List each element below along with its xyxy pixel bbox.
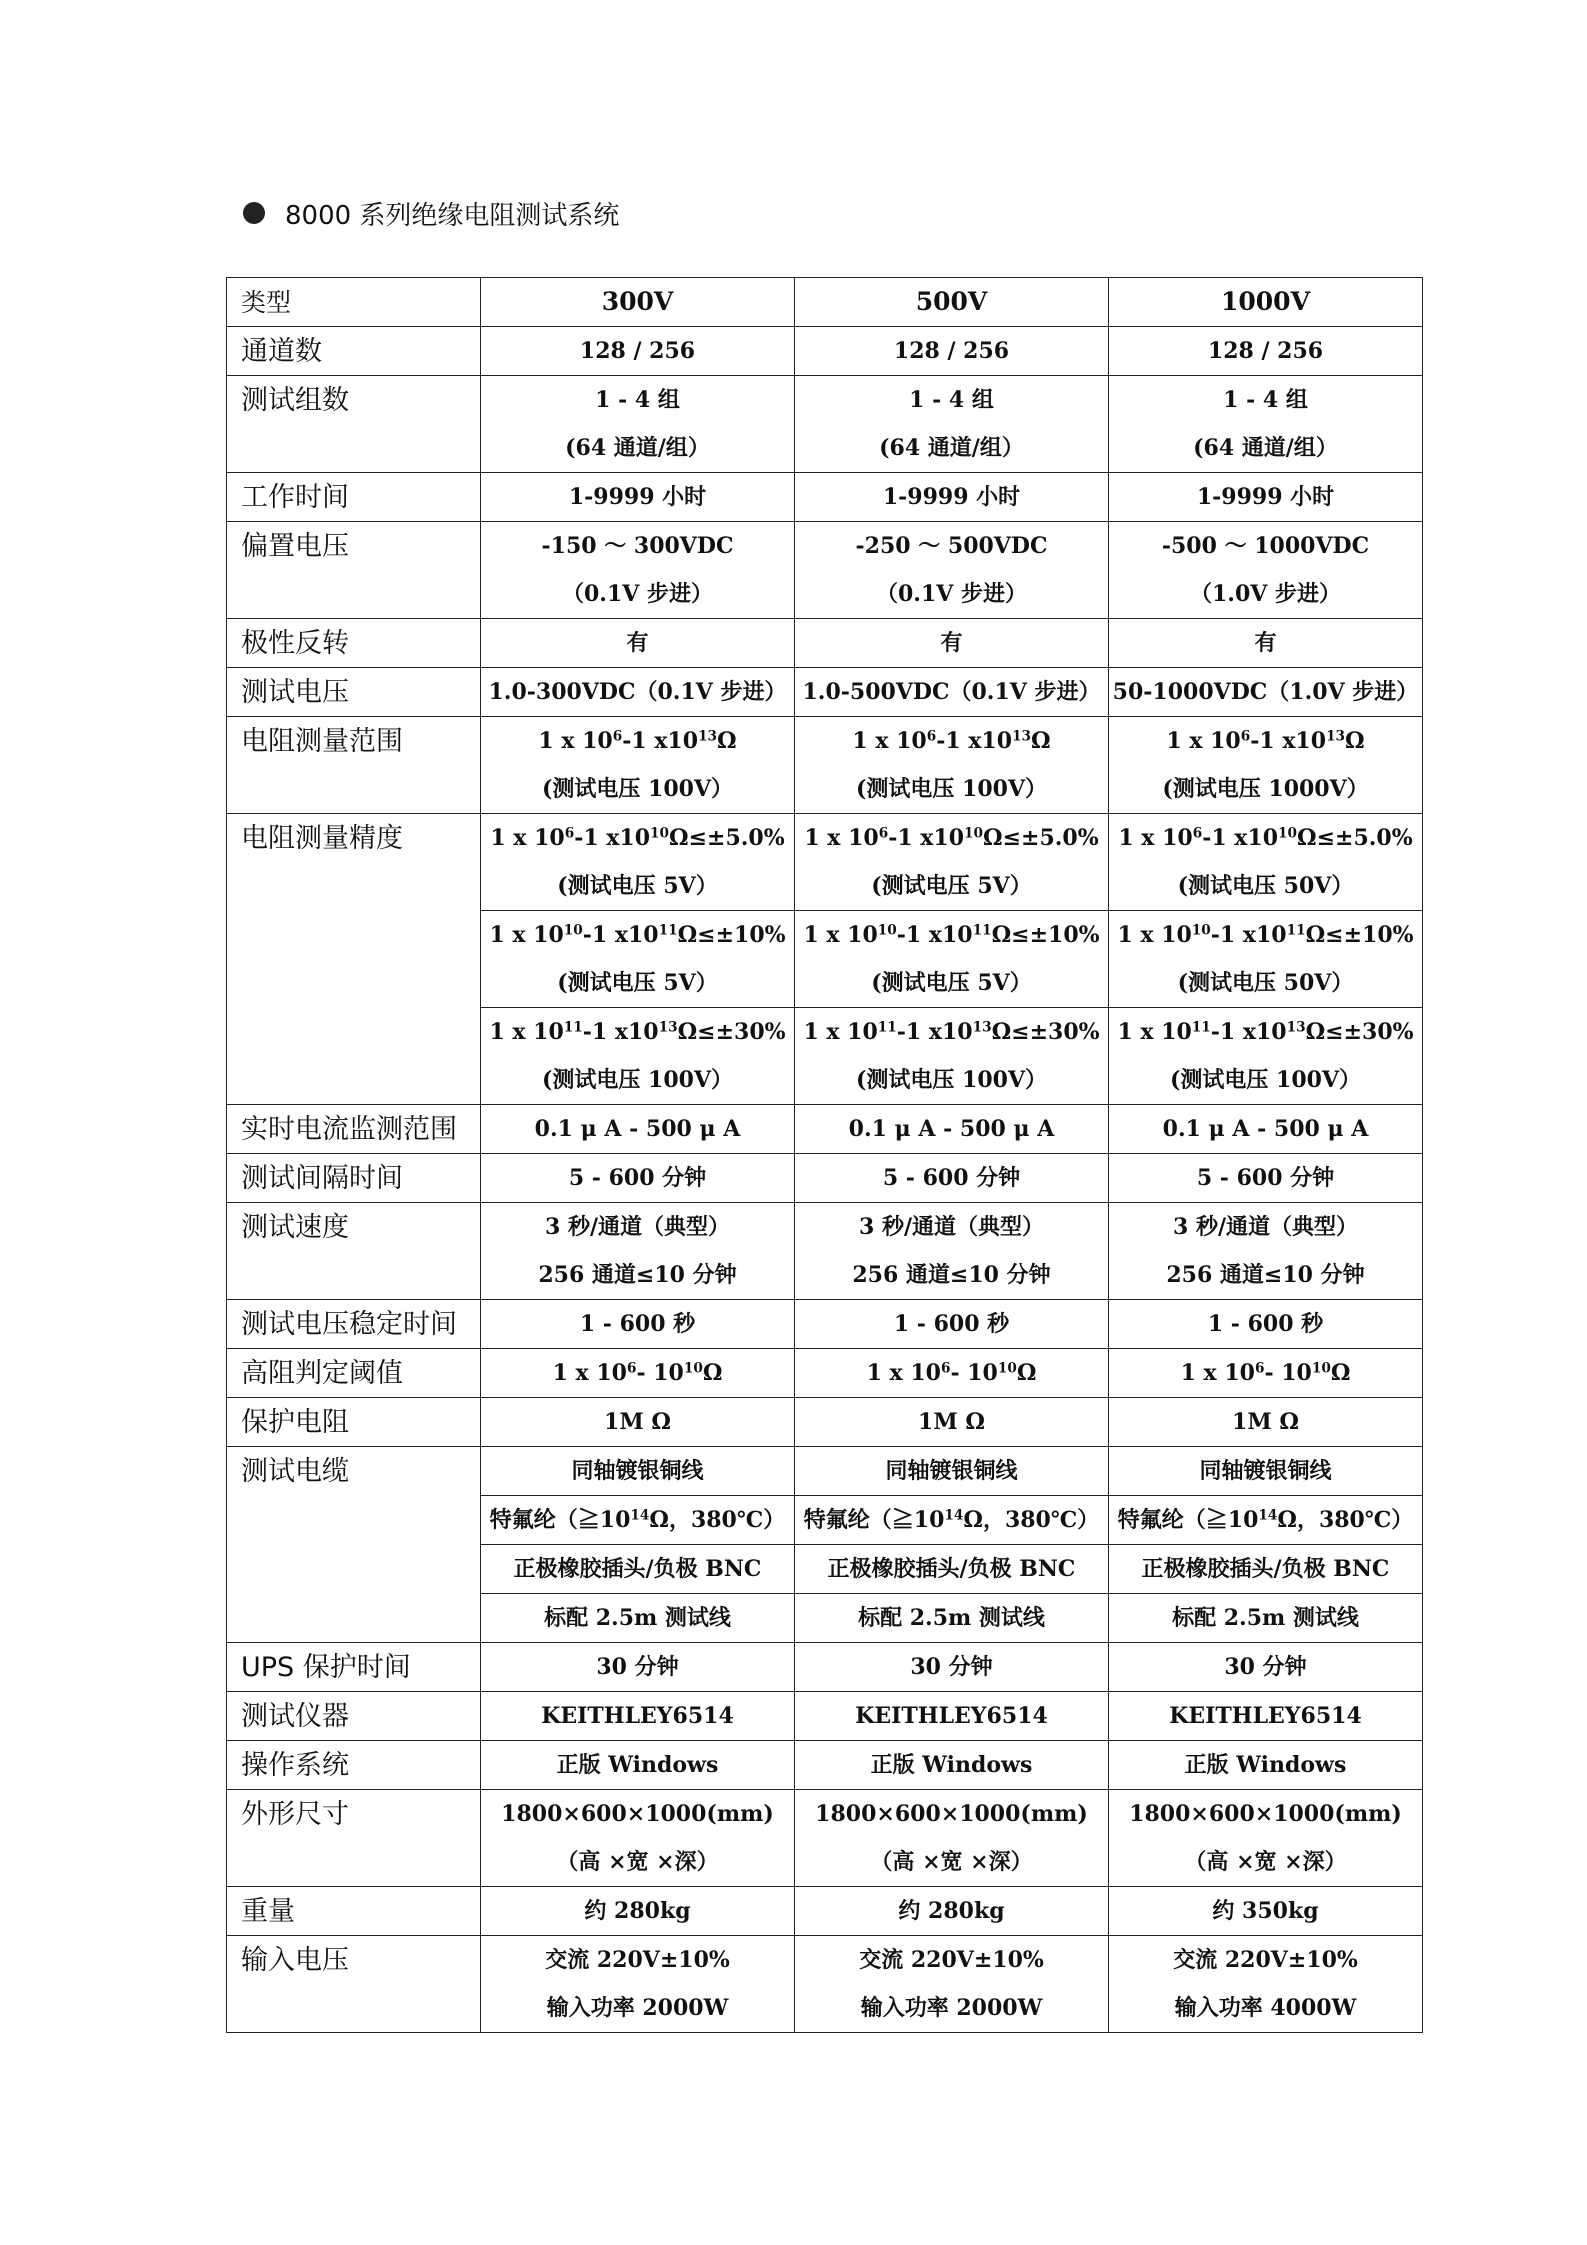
- row-label-text: 类型: [241, 288, 292, 317]
- spec-value-line: 3 秒/通道（典型）: [544, 1214, 730, 1240]
- spec-value-cell: [1109, 1545, 1423, 1594]
- spec-value-cell: [1109, 717, 1423, 814]
- spec-value-line: 约 350kg: [1212, 1898, 1319, 1924]
- spec-value-cell: [795, 911, 1109, 1008]
- row-label: [227, 717, 481, 814]
- table-row: [227, 1741, 1423, 1790]
- spec-value-line: 交流 220V±10%: [859, 1947, 1044, 1973]
- spec-value-line: （高 ×宽 ×深）: [556, 1849, 719, 1875]
- spec-value-cell: [1109, 1496, 1423, 1545]
- spec-value-cell: [795, 1936, 1109, 2033]
- spec-value-line: 输入功率 2000W: [546, 1995, 729, 2021]
- spec-value-line: 128 / 256: [893, 338, 1010, 364]
- spec-value-cell: [795, 1447, 1109, 1496]
- spec-value-line: 1-9999 小时: [1196, 484, 1335, 510]
- spec-value-line: （0.1V 步进）: [875, 581, 1027, 607]
- table-row: [227, 814, 1423, 911]
- spec-value-cell: [795, 522, 1109, 619]
- spec-value-line: 有: [626, 630, 649, 656]
- spec-value-line: (64 通道/组）: [565, 435, 710, 461]
- spec-value-cell: [795, 1496, 1109, 1545]
- row-label-text: 外形尺寸: [241, 1799, 349, 1830]
- spec-value-cell: [481, 522, 795, 619]
- row-label-text: 测试速度: [241, 1212, 349, 1243]
- spec-value-line: （高 ×宽 ×深）: [870, 1849, 1033, 1875]
- spec-value-cell: [481, 473, 795, 522]
- table-row: [227, 1300, 1423, 1349]
- spec-value-line: （0.1V 步进）: [561, 581, 713, 607]
- spec-value-cell: [795, 814, 1109, 911]
- spec-value-line: 1 x $10^{11}-1$ $x10^{13}\Omega\le\pm 30\%$: [489, 1019, 786, 1045]
- spec-value-line: 5 - 600 分钟: [568, 1165, 707, 1191]
- spec-value-line: 1M Ω: [1232, 1409, 1299, 1435]
- spec-value-line: 128 / 256: [1207, 338, 1324, 364]
- spec-value-line: 1 x $10^6-$ $10^{10}\Omega$: [866, 1360, 1037, 1386]
- spec-value-line: (测试电压 50V）: [1177, 873, 1354, 899]
- spec-value-cell: [481, 1300, 795, 1349]
- spec-value-cell: [1109, 619, 1423, 668]
- spec-value-line: 交流 220V±10%: [545, 1947, 730, 1973]
- spec-value-line: 30 分钟: [910, 1654, 993, 1680]
- spec-value-cell: [795, 1692, 1109, 1741]
- spec-value-line: 正版 Windows: [556, 1752, 719, 1778]
- spec-value-cell: [795, 327, 1109, 376]
- spec-value-cell: [481, 1887, 795, 1936]
- spec-value-line: 1 x $10^6-1$ $x10^{13}\Omega$: [852, 728, 1051, 754]
- row-label: [227, 1203, 481, 1300]
- spec-value-line: 1800×600×1000(mm): [1129, 1801, 1402, 1827]
- spec-value-cell: [1109, 1741, 1423, 1790]
- heading-text: 8000 系列绝缘电阻测试系统: [285, 200, 620, 231]
- spec-value-line: 正版 Windows: [870, 1752, 1033, 1778]
- row-label: [227, 376, 481, 473]
- spec-value-line: 1 - 4 组: [909, 387, 994, 413]
- spec-value-line: 正极橡胶插头/负极 BNC: [827, 1556, 1076, 1582]
- row-label-text: 实时电流监测范围: [241, 1114, 457, 1145]
- spec-value-cell: [795, 1790, 1109, 1887]
- spec-value-cell: [481, 1594, 795, 1643]
- table-row: [227, 1105, 1423, 1154]
- spec-value-cell: [795, 1349, 1109, 1398]
- spec-value-line: (测试电压 5V）: [871, 873, 1032, 899]
- spec-value-line: 1 x $10^{10}-1$ $x10^{11}\Omega\le\pm 10\%$: [803, 922, 1100, 948]
- row-label: [227, 619, 481, 668]
- table-row: [227, 327, 1423, 376]
- spec-value-cell: [481, 911, 795, 1008]
- spec-value-cell: [795, 473, 1109, 522]
- spec-value-cell: [1109, 1790, 1423, 1887]
- spec-value-line: 0.1 μ A - 500 μ A: [1162, 1116, 1369, 1142]
- spec-value-cell: [1109, 911, 1423, 1008]
- spec-value-line: (测试电压 100V）: [541, 776, 734, 802]
- spec-value-line: 约 280kg: [898, 1898, 1005, 1924]
- spec-value-cell: [1109, 1203, 1423, 1300]
- row-label: [227, 1349, 481, 1398]
- row-label-text: 测试仪器: [241, 1701, 349, 1732]
- row-label-text: 测试组数: [241, 385, 349, 416]
- spec-value-cell: [481, 668, 795, 717]
- spec-value-cell: [795, 1398, 1109, 1447]
- row-label: [227, 1887, 481, 1936]
- row-label-text: 操作系统: [241, 1750, 349, 1781]
- spec-value-line: KEITHLEY6514: [855, 1703, 1048, 1729]
- spec-value-cell: [795, 1300, 1109, 1349]
- spec-value-line: (测试电压 100V）: [855, 776, 1048, 802]
- spec-value-line: 3 秒/通道（典型）: [858, 1214, 1044, 1240]
- spec-value-cell: [481, 1496, 795, 1545]
- spec-value-line: 1 x $10^6-$ $10^{10}\Omega$: [1180, 1360, 1351, 1386]
- spec-value-line: 1.0-300VDC（0.1V 步进）: [488, 679, 787, 705]
- row-label-text: 极性反转: [241, 628, 349, 659]
- spec-value-cell: [795, 1105, 1109, 1154]
- row-label-text: 通道数: [241, 336, 322, 367]
- spec-value-line: (测试电压 5V）: [557, 970, 718, 996]
- spec-value-line: 特氟纶（$≧10^{14}\Omega$，380℃）: [803, 1507, 1100, 1533]
- spec-value-cell: [795, 717, 1109, 814]
- spec-value-line: 标配 2.5m 测试线: [544, 1605, 731, 1631]
- row-label: [227, 814, 481, 1105]
- spec-value-cell: [1109, 668, 1423, 717]
- spec-value-line: 1800×600×1000(mm): [501, 1801, 774, 1827]
- spec-value-line: 50-1000VDC（1.0V 步进）: [1112, 679, 1419, 705]
- row-label: [227, 1692, 481, 1741]
- spec-value-cell: [1109, 1300, 1423, 1349]
- spec-value-cell: [481, 1741, 795, 1790]
- row-label-text: 输入电压: [241, 1945, 349, 1976]
- table-row: [227, 1887, 1423, 1936]
- spec-table-body: [227, 278, 1423, 2033]
- row-label: [227, 278, 481, 327]
- spec-value-line: 1-9999 小时: [882, 484, 1021, 510]
- row-label: [227, 1300, 481, 1349]
- spec-value-cell: [795, 1887, 1109, 1936]
- spec-value-cell: [1109, 473, 1423, 522]
- table-row: [227, 1692, 1423, 1741]
- spec-value-cell: [1109, 327, 1423, 376]
- spec-value-line: 1M Ω: [918, 1409, 985, 1435]
- spec-value-cell: [481, 1398, 795, 1447]
- row-label: [227, 1105, 481, 1154]
- spec-value-line: (64 通道/组）: [879, 435, 1024, 461]
- spec-value-cell: [481, 619, 795, 668]
- spec-value-cell: [481, 1447, 795, 1496]
- spec-value-cell: [481, 717, 795, 814]
- spec-value-cell: [795, 1643, 1109, 1692]
- spec-value-line: KEITHLEY6514: [1169, 1703, 1362, 1729]
- row-label: [227, 1398, 481, 1447]
- bullet-icon: [243, 202, 265, 224]
- spec-value-line: 特氟纶（$≧10^{14}\Omega$，380℃）: [1117, 1507, 1414, 1533]
- table-row: [227, 717, 1423, 814]
- spec-value-line: 30 分钟: [1224, 1654, 1307, 1680]
- spec-value-line: 1 x $10^{11}-1$ $x10^{13}\Omega\le\pm 30\%$: [1117, 1019, 1414, 1045]
- spec-value-cell: [481, 376, 795, 473]
- spec-value-line: 1 x $10^{10}-1$ $x10^{11}\Omega\le\pm 10\%$: [1117, 922, 1414, 948]
- spec-value-line: 0.1 μ A - 500 μ A: [534, 1116, 741, 1142]
- row-label: [227, 473, 481, 522]
- table-row: [227, 473, 1423, 522]
- spec-value-line: 256 通道≤10 分钟: [538, 1262, 737, 1288]
- spec-value-line: 1 x $10^6-1$ $x10^{10}\Omega\le\pm 5.0\%$: [1118, 825, 1413, 851]
- spec-value-line: （1.0V 步进）: [1189, 581, 1341, 607]
- row-label: [227, 327, 481, 376]
- spec-value-line: 输入功率 4000W: [1174, 1995, 1357, 2021]
- spec-value-line: 有: [1254, 630, 1277, 656]
- spec-value-line: 输入功率 2000W: [860, 1995, 1043, 2021]
- spec-value-line: 3 秒/通道（典型）: [1172, 1214, 1358, 1240]
- spec-value-cell: [1109, 1398, 1423, 1447]
- row-label-text: 保护电阻: [241, 1407, 349, 1438]
- spec-value-cell: [481, 1790, 795, 1887]
- spec-value-cell: [1109, 1692, 1423, 1741]
- row-label-text: 测试电缆: [241, 1456, 349, 1487]
- table-row: [227, 1643, 1423, 1692]
- row-label: [227, 1741, 481, 1790]
- row-label-text: 工作时间: [241, 482, 349, 513]
- row-label: [227, 1936, 481, 2033]
- spec-value-line: 1-9999 小时: [568, 484, 707, 510]
- spec-value-cell: [795, 1741, 1109, 1790]
- spec-value-line: 30 分钟: [596, 1654, 679, 1680]
- column-header: [1109, 278, 1423, 327]
- spec-value-line: -150 ～ 300VDC: [541, 533, 734, 559]
- spec-value-line: -250 ～ 500VDC: [855, 533, 1048, 559]
- row-label: [227, 1643, 481, 1692]
- table-row: [227, 1398, 1423, 1447]
- spec-value-line: (测试电压 5V）: [557, 873, 718, 899]
- spec-value-line: (测试电压 100V）: [541, 1067, 734, 1093]
- spec-value-cell: [1109, 522, 1423, 619]
- spec-value-cell: [1109, 1594, 1423, 1643]
- table-row: [227, 1447, 1423, 1496]
- spec-value-cell: [481, 1936, 795, 2033]
- spec-value-cell: [481, 1008, 795, 1105]
- spec-value-cell: [795, 1154, 1109, 1203]
- spec-value-line: 1 x $10^6-1$ $x10^{13}\Omega$: [1166, 728, 1365, 754]
- spec-value-cell: [1109, 376, 1423, 473]
- spec-table: [226, 277, 1423, 2033]
- row-label: [227, 1154, 481, 1203]
- spec-value-line: 1 x $10^{11}-1$ $x10^{13}\Omega\le\pm 30\%$: [803, 1019, 1100, 1045]
- spec-value-line: 1 x $10^{10}-1$ $x10^{11}\Omega\le\pm 10\%$: [489, 922, 786, 948]
- row-label: [227, 1447, 481, 1643]
- spec-value-line: 1 x $10^6-1$ $x10^{10}\Omega\le\pm 5.0\%$: [490, 825, 785, 851]
- spec-value-line: 标配 2.5m 测试线: [1172, 1605, 1359, 1631]
- spec-value-line: (测试电压 50V）: [1177, 970, 1354, 996]
- spec-value-line: 256 通道≤10 分钟: [1166, 1262, 1365, 1288]
- row-label-text: 测试间隔时间: [241, 1163, 403, 1194]
- row-label-text: 高阻判定阈值: [241, 1358, 403, 1389]
- column-header: [481, 278, 795, 327]
- table-row: [227, 522, 1423, 619]
- spec-value-line: (测试电压 1000V）: [1162, 776, 1369, 802]
- spec-value-line: 同轴镀银铜线: [885, 1458, 1018, 1484]
- spec-value-line: 5 - 600 分钟: [1196, 1165, 1335, 1191]
- spec-value-line: 同轴镀银铜线: [1199, 1458, 1332, 1484]
- table-row: [227, 1154, 1423, 1203]
- header-row: [227, 278, 1423, 327]
- spec-value-cell: [481, 1203, 795, 1300]
- spec-value-line: 256 通道≤10 分钟: [852, 1262, 1051, 1288]
- table-row: [227, 668, 1423, 717]
- table-row: [227, 1349, 1423, 1398]
- spec-value-line: 1 - 600 秒: [893, 1311, 1010, 1337]
- spec-value-line: 1M Ω: [604, 1409, 671, 1435]
- row-label-text: 电阻测量精度: [241, 823, 403, 854]
- spec-value-line: 1 - 4 组: [595, 387, 680, 413]
- spec-value-line: (测试电压 100V）: [1169, 1067, 1362, 1093]
- spec-value-line: (测试电压 5V）: [871, 970, 1032, 996]
- spec-value-line: 1000V: [1221, 287, 1310, 316]
- spec-value-cell: [481, 814, 795, 911]
- spec-value-cell: [481, 1349, 795, 1398]
- spec-value-cell: [795, 1594, 1109, 1643]
- spec-value-cell: [1109, 1887, 1423, 1936]
- spec-value-cell: [481, 1643, 795, 1692]
- row-label-text: 偏置电压: [241, 531, 349, 562]
- spec-value-line: 特氟纶（$≧10^{14}\Omega$，380℃）: [489, 1507, 786, 1533]
- row-label: [227, 668, 481, 717]
- spec-value-cell: [795, 1545, 1109, 1594]
- spec-value-line: 128 / 256: [579, 338, 696, 364]
- spec-value-cell: [795, 1008, 1109, 1105]
- row-label: [227, 522, 481, 619]
- table-row: [227, 1936, 1423, 2033]
- row-label-text: UPS 保护时间: [241, 1652, 411, 1683]
- spec-value-line: 正极橡胶插头/负极 BNC: [513, 1556, 762, 1582]
- spec-value-line: (64 通道/组）: [1193, 435, 1338, 461]
- spec-value-line: 1.0-500VDC（0.1V 步进）: [802, 679, 1101, 705]
- spec-value-line: 交流 220V±10%: [1173, 1947, 1358, 1973]
- spec-value-line: 有: [940, 630, 963, 656]
- spec-value-cell: [481, 1692, 795, 1741]
- spec-value-line: 同轴镀银铜线: [571, 1458, 704, 1484]
- spec-value-cell: [795, 1203, 1109, 1300]
- spec-value-cell: [1109, 1349, 1423, 1398]
- spec-value-line: 1800×600×1000(mm): [815, 1801, 1088, 1827]
- spec-value-cell: [1109, 1154, 1423, 1203]
- spec-value-line: 500V: [915, 287, 988, 316]
- spec-value-cell: [1109, 1643, 1423, 1692]
- spec-value-line: 1 - 600 秒: [579, 1311, 696, 1337]
- spec-value-cell: [481, 1154, 795, 1203]
- spec-value-cell: [481, 1545, 795, 1594]
- spec-value-line: 5 - 600 分钟: [882, 1165, 1021, 1191]
- spec-value-cell: [1109, 1105, 1423, 1154]
- column-header: [795, 278, 1109, 327]
- spec-value-cell: [795, 619, 1109, 668]
- spec-value-line: 1 - 600 秒: [1207, 1311, 1324, 1337]
- spec-value-cell: [1109, 814, 1423, 911]
- spec-value-cell: [1109, 1447, 1423, 1496]
- row-label-text: 测试电压: [241, 677, 349, 708]
- spec-value-cell: [481, 1105, 795, 1154]
- spec-value-cell: [795, 668, 1109, 717]
- spec-value-line: 1 x $10^6-$ $10^{10}\Omega$: [552, 1360, 723, 1386]
- table-row: [227, 376, 1423, 473]
- spec-value-line: (测试电压 100V）: [855, 1067, 1048, 1093]
- section-heading: [243, 196, 619, 230]
- table-row: [227, 1203, 1423, 1300]
- spec-value-line: 1 x $10^6-1$ $x10^{13}\Omega$: [538, 728, 737, 754]
- spec-value-line: 正版 Windows: [1184, 1752, 1347, 1778]
- spec-value-line: 0.1 μ A - 500 μ A: [848, 1116, 1055, 1142]
- spec-value-line: 标配 2.5m 测试线: [858, 1605, 1045, 1631]
- spec-value-line: 1 - 4 组: [1223, 387, 1308, 413]
- spec-value-cell: [1109, 1008, 1423, 1105]
- row-label-text: 测试电压稳定时间: [241, 1309, 457, 1340]
- spec-value-cell: [481, 327, 795, 376]
- spec-value-line: 约 280kg: [584, 1898, 691, 1924]
- spec-value-cell: [795, 376, 1109, 473]
- row-label: [227, 1790, 481, 1887]
- spec-value-line: 1 x $10^6-1$ $x10^{10}\Omega\le\pm 5.0\%$: [804, 825, 1099, 851]
- spec-value-line: 300V: [601, 287, 674, 316]
- spec-value-cell: [1109, 1936, 1423, 2033]
- table-row: [227, 619, 1423, 668]
- spec-value-line: 正极橡胶插头/负极 BNC: [1141, 1556, 1390, 1582]
- spec-value-line: （高 ×宽 ×深）: [1184, 1849, 1347, 1875]
- spec-value-line: KEITHLEY6514: [541, 1703, 734, 1729]
- table-row: [227, 1790, 1423, 1887]
- row-label-text: 重量: [241, 1896, 295, 1927]
- spec-value-line: -500 ～ 1000VDC: [1161, 533, 1370, 559]
- row-label-text: 电阻测量范围: [241, 726, 403, 757]
